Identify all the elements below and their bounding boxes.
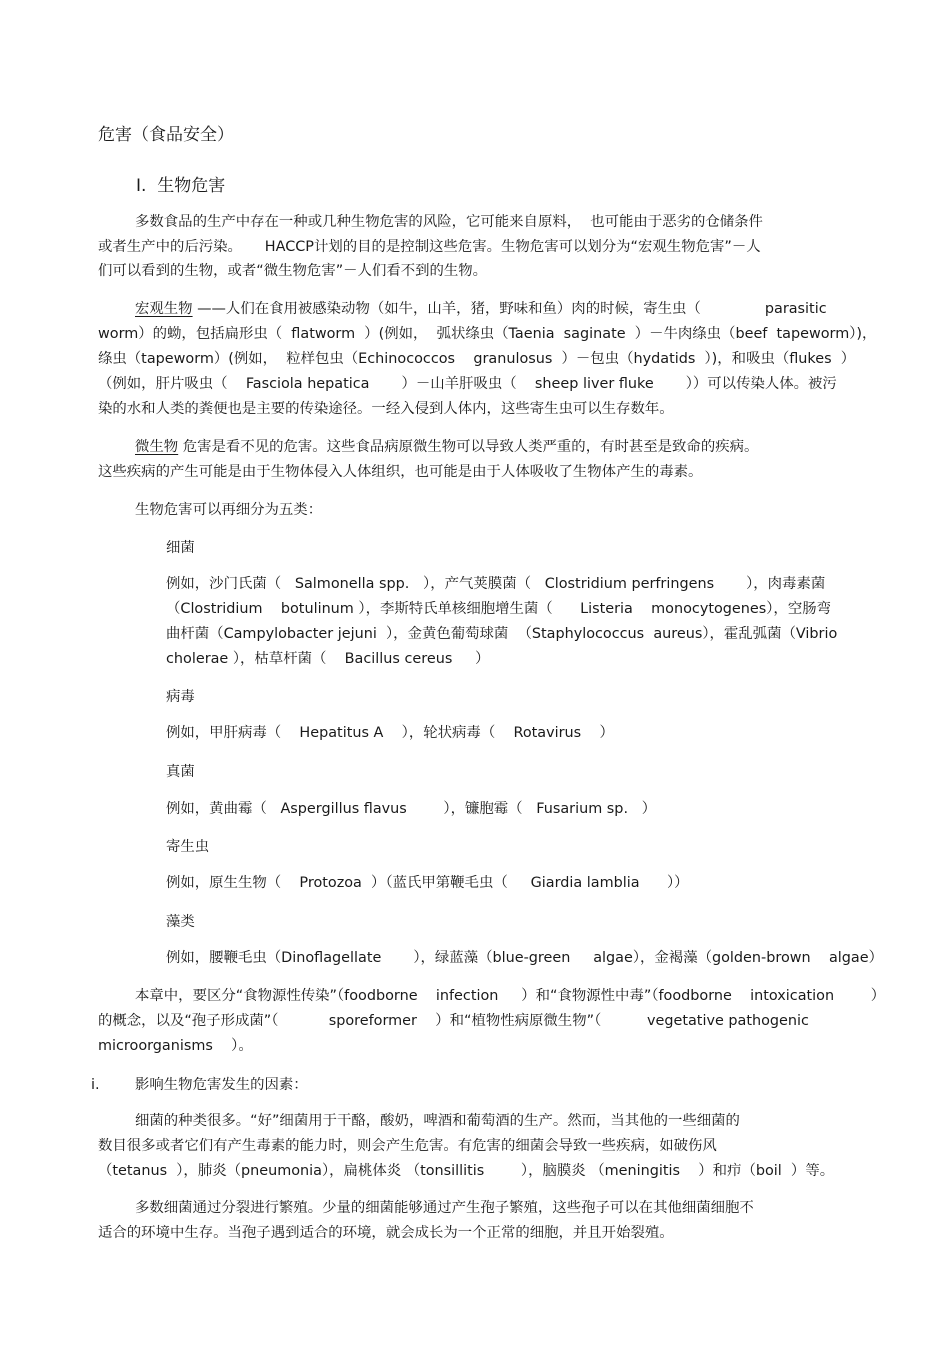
five-categories-intro: 生物危害可以再细分为五类：	[135, 502, 323, 518]
macro-term: 宏观生物	[135, 301, 193, 317]
category-fungi: 真菌	[166, 764, 195, 780]
virus-example-line: 例如，甲肝病毒（ Hepatitus A ），轮状病毒（ Rotavirus ）	[166, 725, 614, 741]
bacteria-example-line: 曲杆菌（Campylobacter jejuni ），金黄色葡萄球菌 （Staphylococcus aureus），霍乱弧菌（Vibrio	[166, 626, 838, 642]
parasite-example-line: 例如，原生生物（ Protozoa ）（蓝氏甲第鞭毛虫（ Giardia lamblia ））	[166, 875, 689, 891]
factors-line: 多数细菌通过分裂进行繁殖。少量的细菌能够通过产生孢子繁殖，这些孢子可以在其他细菌细胞不	[135, 1200, 754, 1216]
factors-line: 数目很多或者它们有产生毒素的能力时，则会产生危害。有危害的细菌会导致一些疾病，如破伤风	[98, 1138, 717, 1154]
fungi-example-line: 例如，黄曲霉（ Aspergillus flavus ），镰胞霉（ Fusarium sp. ）	[166, 801, 657, 817]
intro-line: 或者生产中的后污染。 HACCP计划的目的是控制这些危害。生物危害可以划分为“宏观生物危害”－人	[98, 239, 761, 255]
category-parasite: 寄生虫	[166, 839, 210, 855]
factors-line: （tetanus ），肺炎（pneumonia），扁桃体炎 （tonsillitis ），脑膜炎 （meningitis ）和疖（boil ）等。	[98, 1163, 835, 1179]
bacteria-example-line: （Clostridium botulinum ），李斯特氏单核细胞增生菌（ Listeria monocytogenes），空肠弯	[166, 601, 831, 617]
micro-term: 微生物	[135, 439, 179, 455]
macro-line: worm）的蚴，包括扁形虫（ flatworm ）(例如， 弧状绦虫（Taenia saginate ）－牛肉绦虫（beef tapeworm）)，	[98, 326, 877, 342]
intro-line: 们可以看到的生物，或者“微生物危害”－人们看不到的生物。	[98, 263, 488, 279]
micro-line: 这些疾病的产生可能是由于生物体侵入人体组织，也可能是由于人体吸收了生物体产生的毒素。	[98, 464, 703, 480]
document-title: 危害（食品安全）	[98, 125, 234, 145]
category-bacteria: 细菌	[166, 540, 195, 556]
macro-line: 染的水和人类的粪便也是主要的传染途径。一经入侵到人体内，这些寄生虫可以生存数年。	[98, 401, 674, 417]
macro-line: ——人们在食用被感染动物（如牛，山羊，猪，野味和鱼）肉的时候，寄生虫（ parasitic	[192, 301, 827, 317]
macro-line: （例如，肝片吸虫（ Fasciola hepatica ）－山羊肝吸虫（ sheep liver fluke ））可以传染人体。被污	[98, 376, 837, 392]
category-algae: 藻类	[166, 914, 195, 930]
micro-paragraph-first-line	[135, 437, 758, 457]
macro-paragraph-first-line	[135, 299, 827, 319]
bacteria-example-line: cholerae ），枯草杆菌（ Bacillus cereus ）	[166, 651, 490, 667]
chapter-note-line: microorganisms ）。	[98, 1038, 253, 1054]
subsection-numeral: i.	[91, 1077, 100, 1093]
factors-line: 细菌的种类很多。“好”细菌用于干酪，酸奶，啤酒和葡萄酒的生产。然而，当其他的一些细菌的	[135, 1113, 740, 1129]
factors-line: 适合的环境中生存。当孢子遇到适合的环境，就会成长为一个正常的细胞，并且开始裂殖。	[98, 1225, 674, 1241]
chapter-note-line: 本章中，要区分“食物源性传染”（foodborne infection ）和“食物源性中毒”（foodborne intoxication ）	[135, 988, 886, 1004]
micro-line: 危害是看不见的危害。这些食品病原微生物可以导致人类严重的，有时甚至是致命的疾病。	[178, 439, 759, 455]
bacteria-example-line: 例如，沙门氏菌（ Salmonella spp. ），产气荚膜菌（ Clostridium perfringens ），肉毒素菌	[166, 576, 826, 592]
chapter-note-line: 的概念，以及“孢子形成菌”（ sporeformer ）和“植物性病原微生物”（ vegetative pathogenic	[98, 1013, 809, 1029]
category-virus: 病毒	[166, 689, 195, 705]
subsection-heading: 影响生物危害发生的因素：	[135, 1077, 308, 1093]
section-heading: I. 生物危害	[136, 176, 226, 196]
algae-example-line: 例如，腰鞭毛虫（Dinoflagellate ），绿蓝藻（blue-green algae），金褐藻（golden-brown algae）	[166, 950, 883, 966]
macro-line: 绦虫（tapeworm）(例如， 粒样包虫（Echinococcos granulosus ）－包虫（hydatids ）)，和吸虫（flukes ）	[98, 351, 856, 367]
intro-line: 多数食品的生产中存在一种或几种生物危害的风险，它可能来自原料， 也可能由于恶劣的仓储条件	[135, 214, 763, 230]
